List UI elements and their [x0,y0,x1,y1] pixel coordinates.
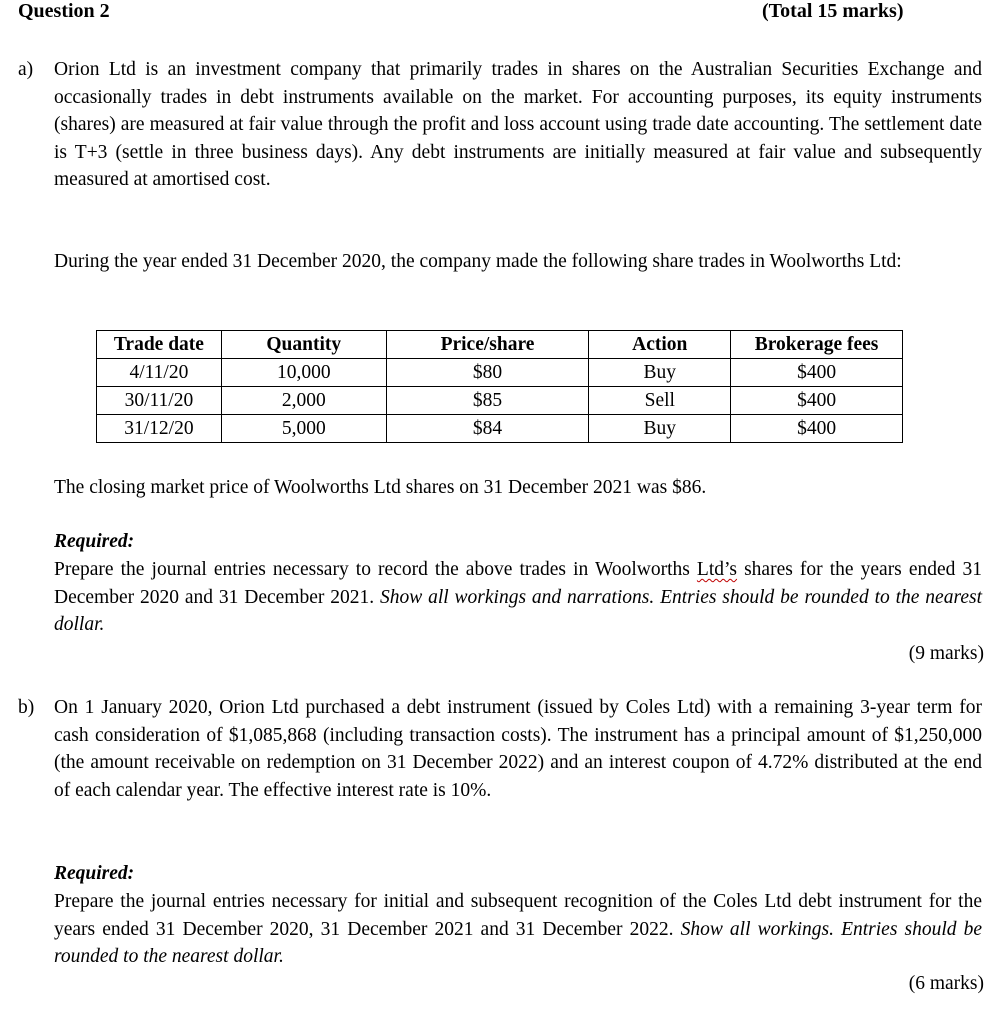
part-b-required-text [54,888,982,971]
part-a-required-text [54,556,982,639]
closing-price-note: The closing market price of Woolworths Ltd shares on 31 December 2021 was $86. [54,477,707,498]
required-italic-instructions: Show all workings and narrations. Entries should be rounded to the nearest dollar. [54,586,982,635]
part-a-label: a) [18,59,34,80]
col-header-action: Action [589,331,731,359]
col-header-price: Price/share [386,331,589,359]
part-b-intro: On 1 January 2020, Orion Ltd purchased a debt instrument (issued by Coles Ltd) with a remaining 3-year term for cash consideration of $1,085,868 (including transaction costs). The instrument has a principal amount of $1,250,000 (the amount receivable on redemption on 31 December 2022) and an interest coupon of 4.72% distributed at the end of each calendar year. The effective interest rate is 10%. [54,697,982,801]
cell-action: Buy [589,415,731,443]
table-row [97,387,903,415]
cell-price: $80 [386,359,589,387]
total-marks: (Total 15 marks) [762,0,904,22]
cell-quantity: 10,000 [221,359,386,387]
required-text-part1: Prepare the journal entries necessary to record the above trades in Woolworths [54,559,697,580]
table-header-row [97,331,903,359]
part-b-marks: (6 marks) [908,973,984,994]
cell-action: Buy [589,359,731,387]
cell-brokerage: $400 [731,387,903,415]
part-a-required-label: Required: [54,531,135,552]
col-header-brokerage: Brokerage fees [731,331,903,359]
cell-price: $85 [386,387,589,415]
table-row [97,415,903,443]
spellcheck-flagged-word: Ltd’s [696,559,738,580]
part-b-label: b) [18,697,35,718]
required-text-part2: shares for the years ended 31 December 2020 and 31 December 2021. [54,559,982,608]
question-title: Question 2 [18,0,110,22]
col-header-trade-date: Trade date [97,331,222,359]
part-a-intro: Orion Ltd is an investment company that primarily trades in shares on the Australian Securities Exchange and occasionally trades in debt instruments available on the market. For accounting purposes, its equity instruments (shares) are measured at fair value through the profit and loss account using trade date accounting. The settlement date is T+3 (settle in three business days). Any debt instruments are initially measured at fair value and subsequently measured at amortised cost. [54,59,982,190]
cell-trade-date: 30/11/20 [97,387,222,415]
cell-action: Sell [589,387,731,415]
cell-quantity: 5,000 [221,415,386,443]
cell-price: $84 [386,415,589,443]
required-text: Prepare the journal entries necessary for initial and subsequent recognition of the Coles Ltd debt instrument for the years ended 31 December 2020, 31 December 2021 and 31 December 2022. [54,891,982,940]
trades-intro: During the year ended 31 December 2020, the company made the following share trades in Woolworths Ltd: [54,251,902,272]
share-trades-table [96,330,903,443]
part-b-required-label: Required: [54,863,135,884]
part-a-marks: (9 marks) [908,643,984,664]
table-row [97,359,903,387]
cell-brokerage: $400 [731,359,903,387]
required-italic-instructions: Show all workings. Entries should be rounded to the nearest dollar. [54,918,983,967]
cell-quantity: 2,000 [221,387,386,415]
col-header-quantity: Quantity [221,331,386,359]
cell-trade-date: 4/11/20 [97,359,222,387]
cell-brokerage: $400 [731,415,903,443]
cell-trade-date: 31/12/20 [97,415,222,443]
